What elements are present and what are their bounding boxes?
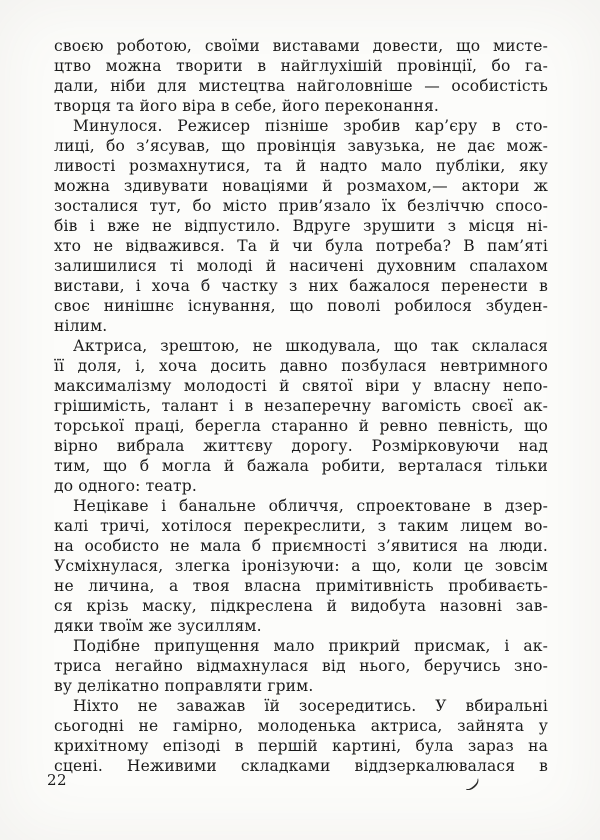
text-column (54, 36, 548, 776)
text-line: ся крізь маску, підкреслена й видобута назовні зав- (54, 597, 548, 615)
text-line: своє нинішнє існування, що поволі робилося збуден- (54, 297, 548, 315)
text-line: хто не відважився. Та й чи була потреба? В пам’яті (54, 237, 548, 255)
text-line: ливості розмахнутися, та й надто мало публіки, яку (54, 157, 548, 175)
paragraph (54, 36, 548, 116)
text-line: бів і вже не відпустило. Вдруге зрушити з місця ні- (54, 217, 548, 235)
text-line: Минулося. Режисер пізніше зробив кар’єру в сто- (73, 117, 548, 135)
text-line: сцені. Неживими складками віддзеркалювалася в (54, 757, 548, 775)
text-line: Подібне припущення мало прикрий присмак, і ак- (73, 637, 548, 655)
text-line: триса негайно відмахнулася від нього, беручись зно- (54, 657, 548, 675)
stray-ink-mark: ) (463, 775, 484, 796)
text-line: дали, ніби для мистецтва найголовніше — особистість (54, 77, 548, 95)
text-line: залишилися ті молоді й насичені духовним спалахом (54, 257, 548, 275)
text-line: своєю роботою, своїми виставами довести, що мисте- (54, 37, 548, 55)
page-number: 22 (47, 771, 68, 789)
text-line: не личина, а твоя власна примітивність пробиваєть- (54, 577, 548, 595)
text-line: Актриса, зрештою, не шкодувала, що так склалася (73, 337, 548, 355)
text-line: до одного: театр. (54, 477, 197, 495)
text-line: торської праці, берегла старанно й ревно певність, що (54, 417, 548, 435)
text-line: зосталися тут, бо місто прив’язало їх безліччю спосо- (54, 197, 548, 215)
text-line: тим, що б могла й бажала робити, верталася тільки (54, 457, 548, 475)
paragraph (54, 116, 548, 336)
paragraph (54, 696, 548, 776)
paragraph (54, 496, 548, 636)
text-line: на особисто не мала б приємності з’явитися на люди. (54, 537, 548, 555)
text-line: ву делікатно поправляти грим. (54, 677, 314, 695)
paragraph (54, 636, 548, 696)
text-line: її доля, і, хоча досить давно позбулася невтримного (54, 357, 548, 375)
text-line: дяки твоїм же зусиллям. (54, 617, 262, 635)
text-line: вистави, і хоча б частку з них бажалося перенести в (54, 277, 548, 295)
text-line: лиці, бо з’ясував, що провінція завузька, не дає мож- (54, 137, 548, 155)
text-line: вірно вибрала життєву дорогу. Розмірковуючи над (54, 437, 548, 455)
text-line: крихітному епізоді в першій картині, була зараз на (54, 737, 548, 755)
text-line: Нецікаве і банальне обличчя, спроектоване в дзер- (73, 497, 548, 515)
text-line: сьогодні не гамірно, молоденька актриса, зайнята у (54, 717, 548, 735)
text-line: Усміхнулася, злегка іронізуючи: а що, коли це зовсім (54, 557, 548, 575)
text-line: калі тричі, хотілося перекреслити, з таким лицем во- (54, 517, 548, 535)
text-line: можна здивувати новаціями й розмахом,— актори ж (54, 177, 548, 195)
text-line: грішимість, талант і в незаперечну вагомість своєї ак- (54, 397, 548, 415)
paragraph (54, 336, 548, 496)
text-line: Ніхто не заважав їй зосередитись. У вбиральні (73, 697, 548, 715)
text-line: цтво можна творити в найглухішій провінції, бо га- (54, 57, 548, 75)
text-line: нілим. (54, 317, 108, 335)
text-line: максималізму молодості й святої віри у власну непо- (54, 377, 548, 395)
text-line: творця та його віра в себе, його переконання. (54, 97, 440, 115)
